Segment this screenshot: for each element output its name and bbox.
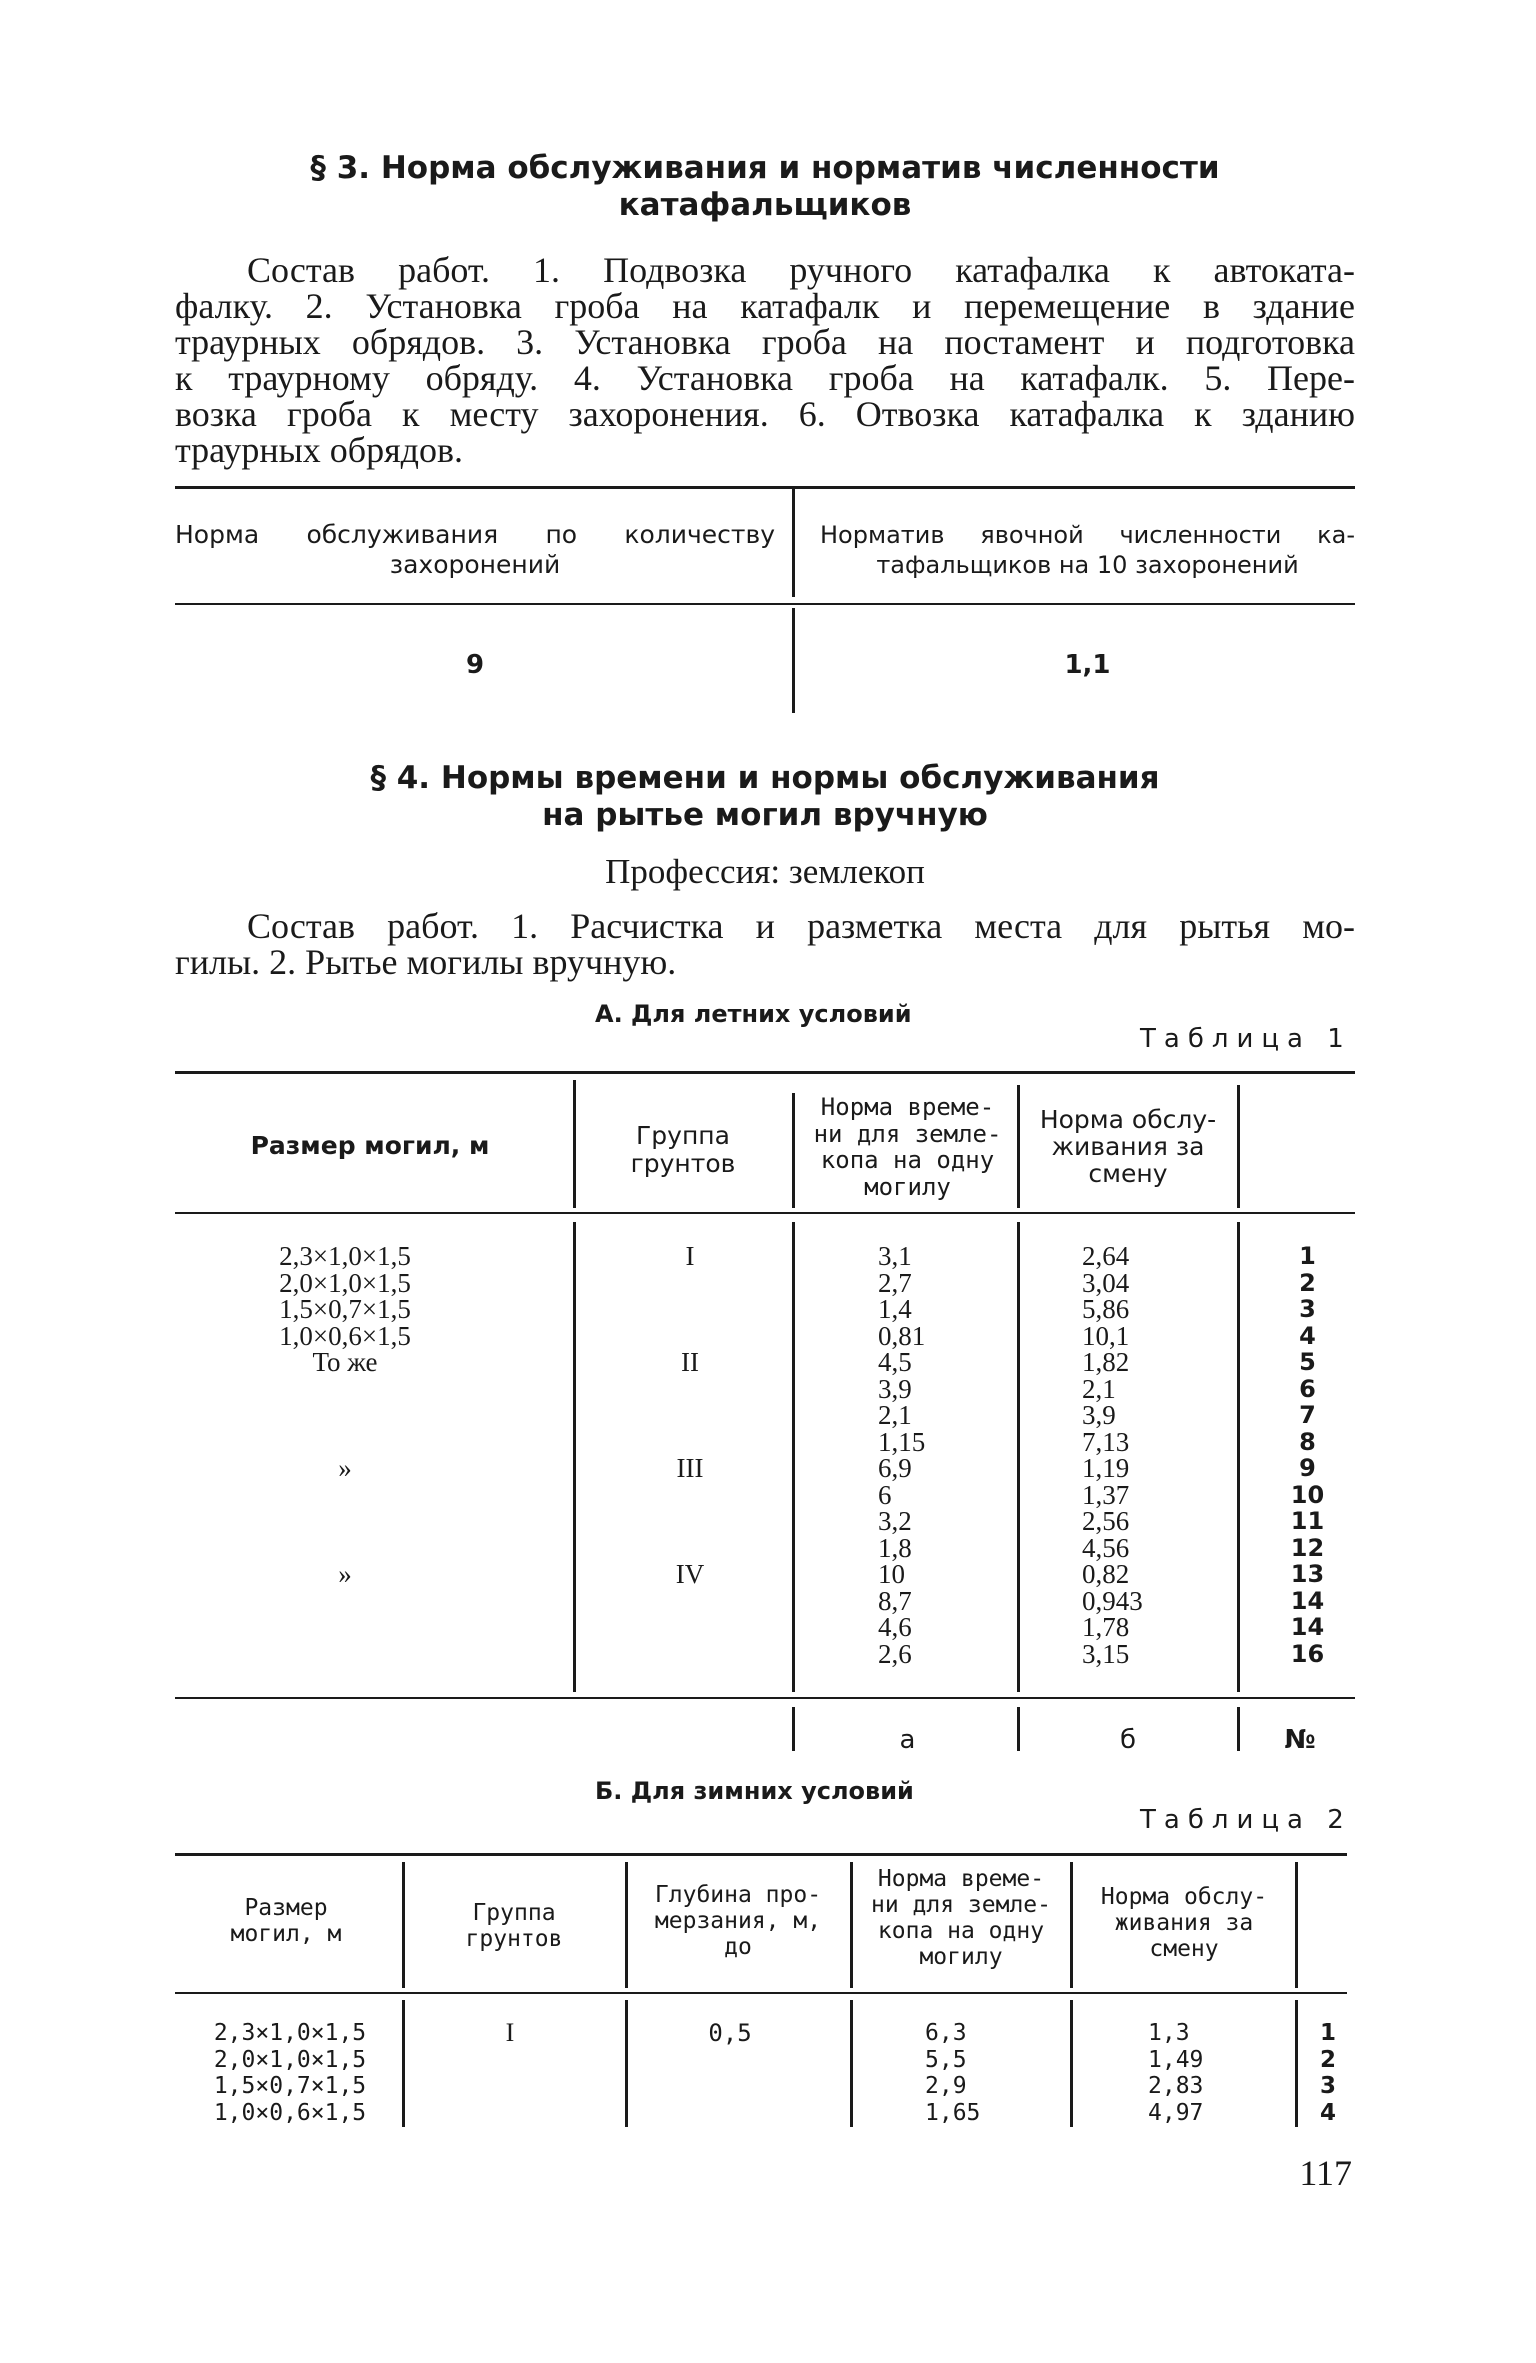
tableA-time-cell: 2,7 [878,1267,912,1298]
tableA-service-cell: 4,56 [1082,1532,1130,1563]
section4-title-line2: на рытье могил вручную [542,797,988,833]
tableA-group-cell: I [685,1241,695,1271]
tableA-number-cell: 7 [1299,1401,1316,1429]
tableA-size-cell [230,1535,460,1562]
section3-value-norm: 9 [465,650,485,680]
tableA-size-column [230,1243,460,1667]
tableA-number-cell: 14 [1290,1586,1325,1615]
rule [792,1707,795,1751]
tableA-size-cell [230,1402,460,1429]
tableA-time-cell: 3,1 [878,1241,912,1271]
tableB-time-cell: 2,9 [925,2073,967,2099]
tableA-number-column [1265,1243,1350,1667]
tableA-foot-a: а [899,1725,916,1755]
tableB-size-cell: 1,5×0,7×1,5 [213,2073,367,2099]
tableA-foot-b: б [1119,1725,1137,1755]
tableB-number-cell: 2 [1319,2046,1336,2073]
tableB-subtitle: Б. Для зимних условий [595,1777,914,1805]
rule [175,1071,1355,1074]
tableA-time-cell: 1,4 [878,1294,912,1324]
tableA-time-cell: 1,8 [878,1532,912,1563]
tableB-service-cell: 1,3 [1148,2020,1190,2046]
section3-work-description [175,252,1355,468]
tableA-size-cell: » [338,1559,352,1589]
tableA-time-cell: 2,6 [878,1638,912,1669]
tableB-depth: 0,5 [708,2019,752,2047]
rule [175,1853,1347,1856]
tableA-time-cell: 4,5 [878,1347,912,1377]
tableB-group: I [505,2018,515,2047]
tableB-service-cell: 2,83 [1148,2073,1204,2099]
work-line: Состав работ. 1. Подвозка ручного катафалка к автоката- [247,250,1355,290]
tableA-time-cell: 3,2 [878,1506,912,1536]
section3-header-norm: Норма обслуживания по количеству захоронений [175,520,775,579]
rule [792,1222,795,1692]
rule [402,1862,405,1988]
tableA-foot-no: № [1284,1725,1316,1755]
work-line: гилы. 2. Рытье могилы вручную. [175,942,677,982]
tableB-service-column [1148,2020,1248,2126]
tableA-size-cell: 2,3×1,0×1,5 [279,1241,411,1271]
tableA-group-cell [600,1482,780,1509]
rule [1017,1085,1020,1208]
rule [625,1862,628,1988]
tableA-group-cell [600,1429,780,1456]
tableA-number-cell: 16 [1290,1639,1325,1668]
rule [1237,1222,1240,1692]
section3-value-staff: 1,1 [1064,650,1111,680]
tableA-service-cell: 2,1 [1082,1373,1116,1404]
rule [625,2000,628,2127]
tableA-time-cell: 6 [878,1479,892,1510]
tableA-header-service: Норма обслу- живания за смену [1039,1105,1217,1188]
tableB-number-column [1303,2020,1353,2126]
tableB-header-time: Норма време- ни для земле- копа на одну могилу [870,1866,1051,1970]
tableA-service-cell: 0,943 [1082,1585,1143,1616]
work-line: фалку. 2. Установка гроба на катафалк и перемещение в здание [175,286,1355,326]
tableA-time-cell: 4,6 [878,1612,912,1642]
tableA-number-cell: 3 [1299,1295,1316,1323]
rule [1295,2000,1298,2127]
tableA-group-cell [600,1535,780,1562]
section3-header-staff: Норматив явочной численности ка- тафальщиков на 10 захоронений [820,521,1355,579]
tableA-number-cell: 8 [1299,1427,1316,1456]
tableB-number-cell: 1 [1319,2020,1336,2046]
rule [1237,1085,1240,1208]
tableB-label: Таблица 2 [1140,1805,1352,1835]
tableA-size-cell [230,1641,460,1668]
page-number: 117 [1299,2153,1352,2193]
tableA-service-cell: 1,37 [1082,1479,1130,1510]
tableA-number-cell: 13 [1290,1560,1325,1588]
tableA-size-cell [230,1614,460,1641]
rule [175,1212,1355,1214]
tableA-service-cell: 1,78 [1082,1612,1130,1642]
section3-title [175,150,1355,224]
rule [175,486,1355,489]
work-line: траурных обрядов. 3. Установка гроба на постамент и подготовка [175,322,1355,362]
tableB-number-cell: 4 [1319,2099,1336,2126]
tableA-time-cell: 2,1 [878,1400,912,1430]
tableA-number-cell: 6 [1299,1374,1316,1403]
tableA-number-cell: 4 [1299,1321,1316,1350]
tableA-group-cell: IV [675,1559,705,1589]
tableA-group-cell [600,1296,780,1323]
rule [1295,1862,1298,1988]
tableA-group-cell [600,1641,780,1668]
section4-work-description [175,908,1355,980]
rule [402,2000,405,2127]
tableA-service-cell: 2,64 [1082,1241,1130,1271]
tableB-service-cell: 1,49 [1148,2046,1204,2073]
tableA-service-cell: 3,04 [1082,1267,1130,1298]
tableA-service-cell: 1,19 [1082,1453,1130,1483]
work-line: возка гроба к месту захоронения. 6. Отвозка катафалка к зданию [175,394,1355,434]
rule [850,2000,853,2127]
tableA-service-cell: 1,82 [1082,1347,1130,1377]
tableA-number-cell: 11 [1290,1507,1325,1535]
rule [792,608,795,713]
tableB-size-column [185,2020,395,2126]
tableA-group-cell [600,1323,780,1350]
tableA-time-cell: 0,81 [878,1320,926,1351]
tableA-group-cell [600,1376,780,1403]
tableA-group-cell [600,1402,780,1429]
tableA-number-cell: 9 [1299,1454,1316,1482]
tableA-number-cell: 12 [1290,1533,1325,1562]
tableB-header-group: Группа грунтов [465,1900,563,1952]
tableA-time-cell: 10 [878,1559,905,1589]
tableA-service-cell: 0,82 [1082,1559,1130,1589]
tableA-label: Таблица 1 [1140,1024,1352,1054]
tableA-size-cell [230,1376,460,1403]
section3-title-line2: катафальщиков [618,187,912,223]
tableB-time-cell: 1,65 [925,2099,981,2126]
tableA-size-cell [230,1482,460,1509]
tableB-header-depth: Глубина про- мерзания, м, до [654,1882,822,1960]
tableB-number-cell: 3 [1319,2073,1336,2099]
tableA-size-cell: 1,0×0,6×1,5 [279,1320,411,1351]
tableA-subtitle: А. Для летних условий [595,1000,912,1028]
tableA-group-cell [600,1270,780,1297]
tableA-service-cell: 3,15 [1082,1638,1130,1669]
tableB-header-size: Размер могил, м [230,1895,342,1947]
rule [1070,1862,1073,1988]
tableB-time-cell: 5,5 [925,2046,967,2073]
tableA-size-cell: 1,5×0,7×1,5 [279,1294,411,1324]
rule [1017,1222,1020,1692]
rule [792,1093,795,1208]
tableA-size-cell [230,1588,460,1615]
section3-title-line1: § 3. Норма обслуживания и норматив численности [310,150,1220,186]
section4-title-line1: § 4. Нормы времени и нормы обслуживания [370,760,1160,796]
tableA-time-cell: 3,9 [878,1373,912,1404]
tableB-time-cell: 6,3 [925,2020,967,2046]
rule [792,489,795,597]
tableA-group-cell: III [676,1453,704,1483]
tableA-service-cell: 7,13 [1082,1426,1130,1457]
rule [573,1222,576,1692]
tableB-service-cell: 4,97 [1148,2099,1204,2126]
tableA-number-cell: 5 [1299,1348,1316,1376]
tableB-time-column [925,2020,1025,2126]
tableA-time-cell: 8,7 [878,1585,912,1616]
tableB-size-cell: 2,3×1,0×1,5 [213,2020,367,2046]
work-line: к траурному обряду. 4. Установка гроба на катафалк. 5. Пере- [175,358,1355,398]
tableA-time-cell: 1,15 [878,1426,926,1457]
rule [175,603,1355,605]
tableA-number-cell: 14 [1290,1613,1325,1641]
work-line: Состав работ. 1. Расчистка и разметка места для рытья мо- [247,906,1355,946]
tableA-size-cell: 2,0×1,0×1,5 [279,1267,411,1298]
section4-title [175,760,1355,834]
tableB-size-cell: 2,0×1,0×1,5 [213,2046,367,2073]
rule [850,1862,853,1988]
work-line: траурных обрядов. [175,430,463,470]
tableA-service-cell: 5,86 [1082,1294,1130,1324]
tableA-group-cell: II [681,1347,699,1377]
rule [175,1697,1355,1699]
tableA-header-size: Размер могил, м [250,1131,490,1160]
tableA-number-cell: 1 [1299,1242,1316,1270]
tableA-size-cell [230,1429,460,1456]
profession: Профессия: землекоп [605,852,925,891]
rule [1017,1707,1020,1751]
rule [573,1080,576,1208]
tableA-group-cell [600,1508,780,1535]
tableA-time-cell: 6,9 [878,1453,912,1483]
tableA-group-column [600,1243,780,1667]
rule [1070,2000,1073,2127]
tableA-service-column [1082,1243,1202,1667]
tableA-service-cell: 3,9 [1082,1400,1116,1430]
tableA-number-cell: 2 [1299,1268,1316,1297]
rule [175,1992,1347,1994]
tableA-header-group: Группа грунтов [630,1121,736,1178]
tableA-group-cell [600,1588,780,1615]
tableA-size-cell: » [338,1453,352,1483]
tableA-header-time: Норма време- ни для земле- копа на одну могилу [813,1093,1002,1201]
tableA-group-cell [600,1614,780,1641]
tableA-size-cell: То же [312,1347,378,1377]
tableA-number-cell: 10 [1290,1480,1325,1509]
tableA-size-cell [230,1508,460,1535]
tableA-service-cell: 2,56 [1082,1506,1130,1536]
tableA-service-cell: 10,1 [1082,1320,1130,1351]
tableB-size-cell: 1,0×0,6×1,5 [213,2099,367,2126]
tableA-time-column [878,1243,998,1667]
tableB-header-service: Норма обслу- живания за смену [1100,1884,1268,1962]
rule [1237,1707,1240,1751]
